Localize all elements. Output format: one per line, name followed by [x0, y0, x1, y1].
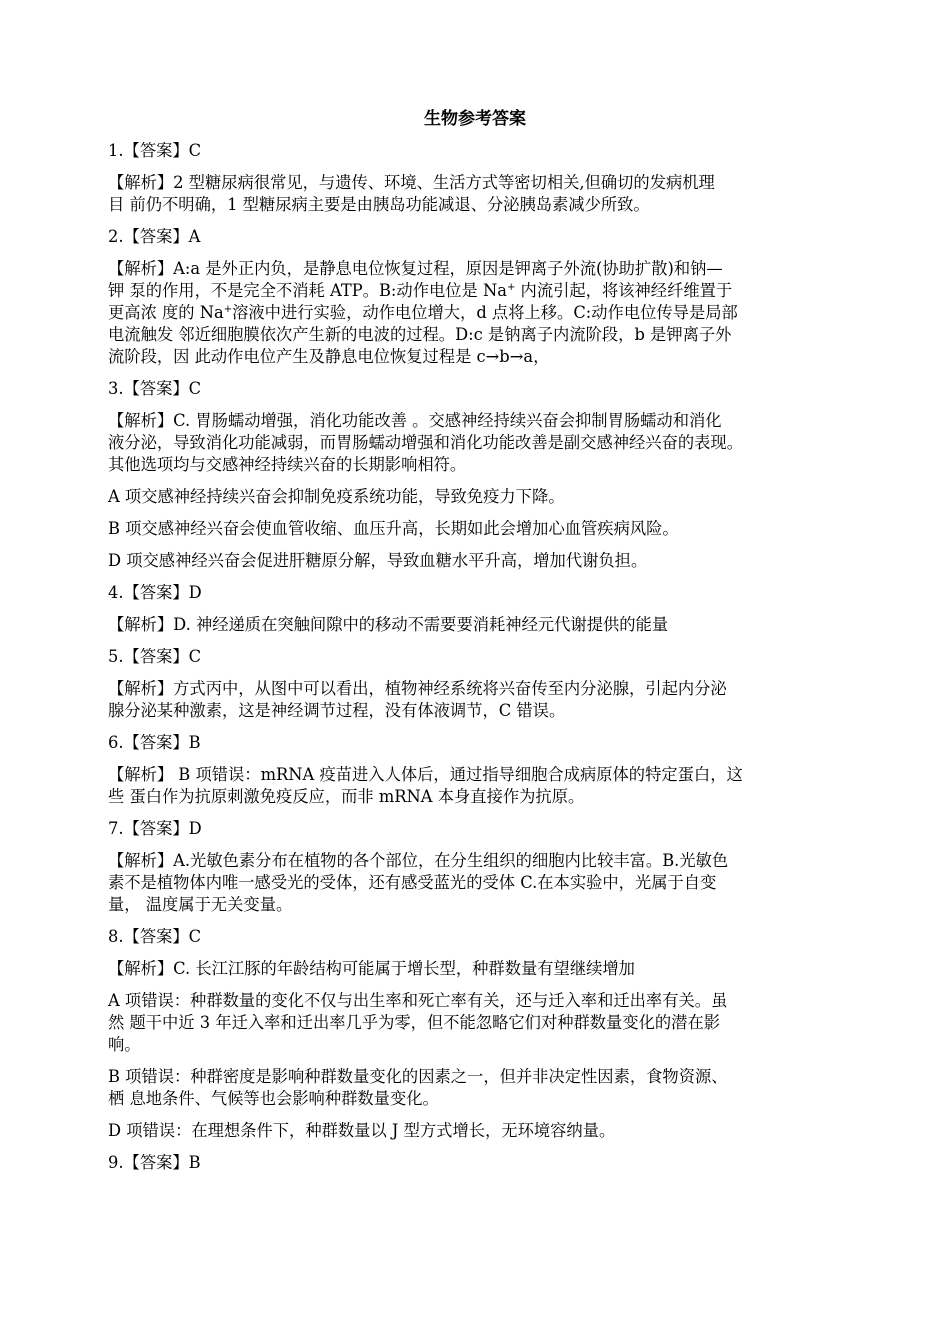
explanation-4	[108, 614, 846, 636]
explanation-line: D 项错误：在理想条件下，种群数量以 J 型方式增长，无环境容纳量。	[108, 1121, 616, 1140]
explanation-line: 栖 息地条件、气候等也会影响种群数量变化。	[108, 1089, 439, 1108]
explanation-line: 目 前仍不明确，1 型糖尿病主要是由胰岛功能减退、分泌胰岛素减少所致。	[108, 195, 650, 214]
text-run: 内流引起，将该神经纤维置于	[515, 281, 733, 300]
explanation-line: 然 题干中近 3 年迁入率和迁出率几乎为零，但不能忽略它们对种群数量变化的潜在影	[108, 1013, 721, 1032]
explanation-line: 【解析】A.光敏色素分布在植物的各个部位，在分生组织的细胞内比较丰富。B.光敏色	[108, 851, 729, 870]
explanation-line: 些 蛋白作为抗原刺激免疫反应，而非 mRNA 本身直接作为抗原。	[108, 787, 585, 806]
option-d-note	[108, 1120, 846, 1142]
explanation-6	[108, 764, 846, 808]
answer-6: 6.【答案】B	[108, 733, 201, 752]
answer-3: 3.【答案】C	[108, 379, 202, 398]
explanation-line: 其他选项均与交感神经持续兴奋的长期影响相符。	[108, 455, 467, 474]
answer-2: 2.【答案】A	[108, 227, 201, 246]
superscript-plus: +	[223, 304, 233, 315]
explanation-2	[108, 258, 846, 368]
answer-8: 8.【答案】C	[108, 927, 202, 946]
superscript-plus: +	[506, 282, 516, 293]
explanation-line: 量， 温度属于无关变量。	[108, 895, 293, 914]
answer-9: 9.【答案】B	[108, 1153, 201, 1172]
text-run: 钾 泵的作用，不是完全不消耗 ATP。B:动作电位是 Na	[108, 281, 507, 300]
explanation-line: 【解析】方式丙中，从图中可以看出，植物神经系统将兴奋传至内分泌腺，引起内分泌	[108, 679, 727, 698]
answer-5: 5.【答案】C	[108, 647, 202, 666]
text-run: 更高浓 度的 Na	[108, 303, 224, 322]
explanation-line: 【解析】C. 胃肠蠕动增强，消化功能改善 。交感神经持续兴奋会抑制胃肠蠕动和消化	[108, 411, 722, 430]
explanation-line: B 项错误：种群密度是影响种群数量变化的因素之一，但并非决定性因素，食物资源、	[108, 1067, 728, 1086]
explanation-line: 【解析】A:a 是外正内负，是静息电位恢复过程，原因是钾离子外流(协助扩散)和钠—	[108, 259, 723, 278]
explanation-line: 腺分泌某种激素，这是神经调节过程，没有体液调节，C 错误。	[108, 701, 566, 720]
explanation-line: 液分泌，导致消化功能减弱，而胃肠蠕动增强和消化功能改善是副交感神经兴奋的表现。	[108, 433, 743, 452]
explanation-line: 素不是植物体内唯一感受光的受体，还有感受蓝光的受体 C.在本实验中，光属于自变	[108, 873, 717, 892]
option-a-note	[108, 990, 846, 1056]
explanation-1	[108, 172, 846, 216]
answer-4: 4.【答案】D	[108, 583, 202, 602]
text-run: 溶液中进行实验，动作电位增大，d 点将上移。C:动作电位传导是局部	[232, 303, 738, 322]
page-title: 生物参考答案	[424, 109, 526, 129]
explanation-line: A 项错误：种群数量的变化不仅与出生率和死亡率有关，还与迁入率和迁出率有关。虽	[108, 991, 728, 1010]
option-b-note	[108, 1066, 846, 1110]
answer-list	[108, 140, 846, 1174]
explanation-line: 响。	[108, 1035, 141, 1054]
explanation-line: 流阶段，因 此动作电位产生及静息电位恢复过程是 c→b→a，	[108, 347, 550, 366]
explanation-5	[108, 678, 846, 722]
explanation-3	[108, 410, 846, 476]
explanation-7	[108, 850, 846, 916]
explanation-line: 【解析】C. 长江江豚的年龄结构可能属于增长型，种群数量有望继续增加	[108, 959, 635, 978]
explanation-line: 电流触发 邻近细胞膜依次产生新的电波的过程。D:c 是钠离子内流阶段，b 是钾离子外	[108, 325, 732, 344]
explanation-line	[108, 302, 846, 324]
option-d-note: D 项交感神经兴奋会促进肝糖原分解，导致血糖水平升高，增加代谢负担。	[108, 551, 648, 570]
explanation-line: 【解析】 B 项错误：mRNA 疫苗进入人体后，通过指导细胞合成病原体的特定蛋白，这	[108, 765, 743, 784]
explanation-line	[108, 280, 846, 302]
explanation-8	[108, 958, 846, 980]
answer-7: 7.【答案】D	[108, 819, 202, 838]
option-b-note: B 项交感神经兴奋会使血管收缩、血压升高，长期如此会增加心血管疾病风险。	[108, 519, 679, 538]
option-a-note: A 项交感神经持续兴奋会抑制免疫系统功能，导致免疫力下降。	[108, 487, 565, 506]
answer-1: 1.【答案】C	[108, 141, 202, 160]
explanation-line: 【解析】2 型糖尿病很常见，与遗传、环境、生活方式等密切相关,但确切的发病机理	[108, 173, 715, 192]
explanation-line: 【解析】D. 神经递质在突触间隙中的移动不需要要消耗神经元代谢提供的能量	[108, 615, 669, 634]
